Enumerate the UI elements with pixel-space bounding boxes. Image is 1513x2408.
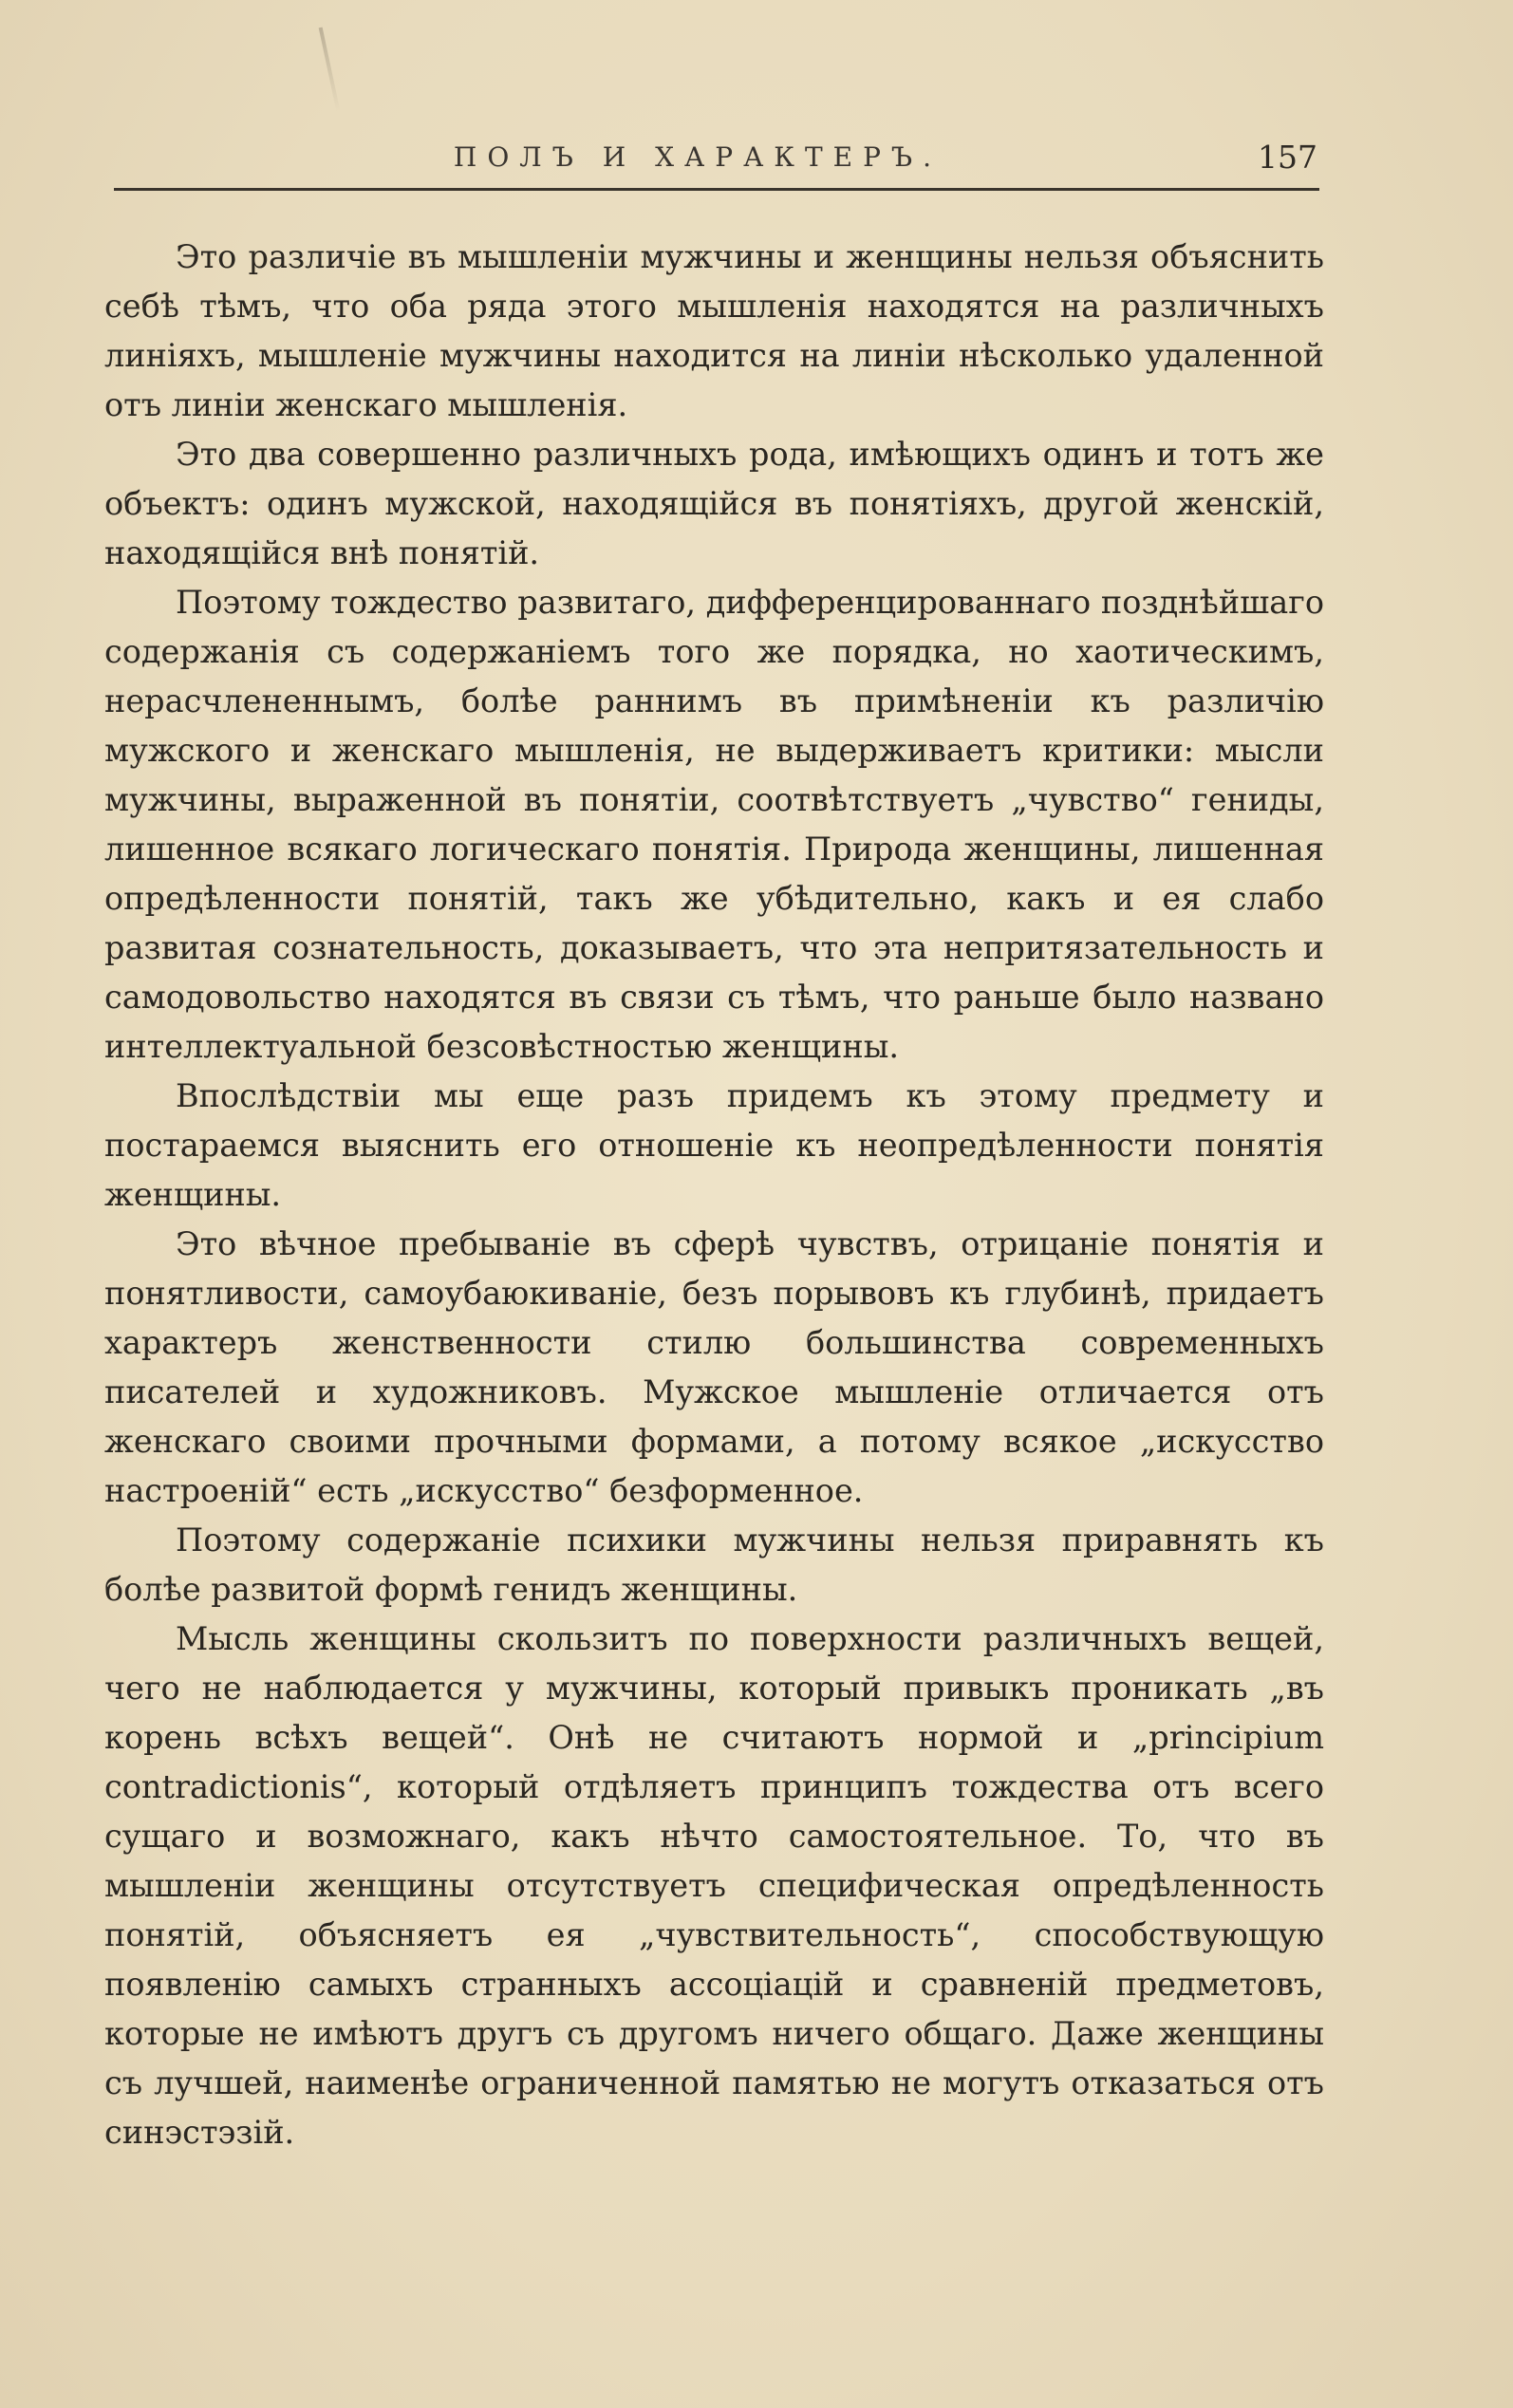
paragraph-4: Впослѣдствіи мы еще разъ придемъ къ этому предмету и постараемся выяснить его отношеніе къ неопредѣленности понятія женщины. [104,1077,1324,1213]
page-number: 157 [1258,139,1317,176]
paragraph-6: Поэтому содержаніе психики мужчины нельзя приравнять къ болѣе развитой формѣ генидъ женщины. [104,1521,1324,1608]
body-text [104,233,1324,2157]
paragraph-1: Это различіе въ мышленіи мужчины и женщины нельзя объяснить себѣ тѣмъ, что оба ряда этого мышленія находятся на различныхъ линіяхъ, мышленіе мужчины находится на линіи нѣсколько удаленной отъ линіи женскаго мышленія. [104,238,1324,423]
paragraph-2: Это два совершенно различныхъ рода, имѣющихъ одинъ и тотъ же объектъ: одинъ мужской, находящійся въ понятіяхъ, другой женскій, находящійся внѣ понятій. [104,436,1324,571]
paper-mark [319,28,341,112]
paragraph-3: Поэтому тождество развитаго, дифференцированнаго позднѣйшаго содержанія съ содержаніемъ того же порядка, но хаотическимъ, нерасчлененнымъ, болѣе раннимъ въ примѣненіи къ различію мужского и женскаго мышленія, не выдерживаетъ критики: мысли мужчины, выраженной въ понятіи, соотвѣтствуетъ „чувство“ гениды, лишенное всякаго логическаго понятія. Природа женщины, лишенная опредѣленности понятій, такъ же убѣдительно, какъ и ея слабо развитая сознательность, доказываетъ, что эта непритязательность и самодовольство находятся въ связи съ тѣмъ, что раньше было названо интеллектуальной безсовѣстностью женщины. [104,584,1324,1065]
header-rule [114,188,1319,191]
page-header [114,133,1319,182]
paragraph-5: Это вѣчное пребываніе въ сферѣ чувствъ, отрицаніе понятія и понятливости, самоубаюкиваніе, безъ порывовъ къ глубинѣ, придаетъ характеръ женственности стилю большинства современныхъ писателей и художниковъ. Мужское мышленіе отличается отъ женскаго своими прочными формами, а потому всякое „искусство настроеній“ есть „искусство“ безформенное. [104,1225,1324,1509]
paragraph-7: Мысль женщины скользитъ по поверхности различныхъ вещей, чего не наблюдается у мужчины, который привыкъ проникать „въ корень всѣхъ вещей“. Онѣ не считаютъ нормой и „principium contradictionis“, который отдѣляетъ принципъ тождества отъ всего сущаго и возможнаго, какъ нѣчто самостоятельное. То, что въ мышленіи женщины отсутствуетъ специфическая опредѣленность понятій, объясняетъ ея „чувствительность“, способствующую появленію самыхъ странныхъ ассоціацій и сравненій предметовъ, которые не имѣютъ другъ съ другомъ ничего общаго. Даже женщины съ лучшей, наименѣе ограниченной памятью не могутъ отказаться отъ синэстэзій. [104,1620,1324,2151]
running-title: ПОЛЪ И ХАРАКТЕРЪ. [453,141,943,173]
